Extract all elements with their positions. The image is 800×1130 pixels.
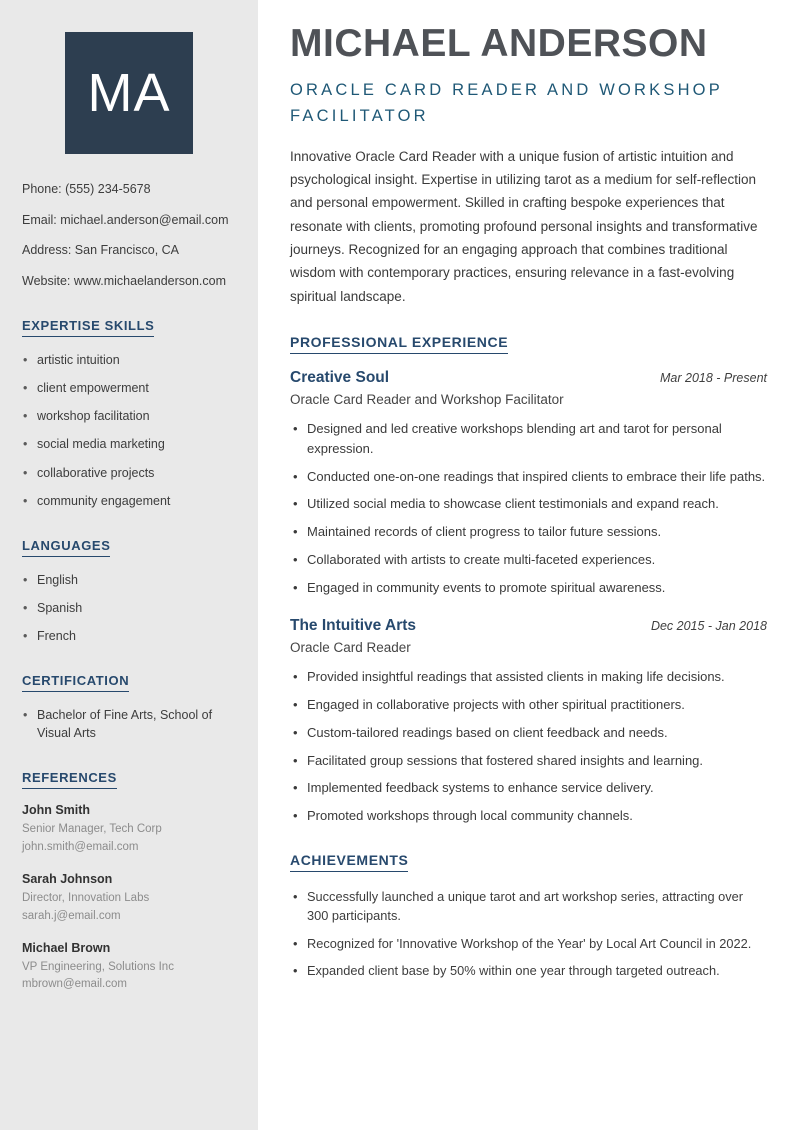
- contact-email: Email: michael.anderson@email.com: [22, 212, 229, 227]
- sidebar: [0, 0, 258, 1130]
- experience-section-heading: [290, 334, 767, 354]
- job-company: Creative Soul: [290, 369, 390, 387]
- candidate-name: MICHAEL ANDERSON: [290, 22, 708, 65]
- skills-list: [22, 351, 236, 510]
- skills-section-heading: [22, 318, 236, 337]
- summary-paragraph: Innovative Oracle Card Reader with a unique fusion of artistic intuition and psychological insight. Expertise in utilizing tarot as a medium for self-reflection and personal empowerment. Skilled in crafting bespoke experiences that resonate with clients, promoting profound personal insights and transformative journeys. Recognized for an engaging approach that combines traditional wisdom with contemporary practices, ensuring relevance in a fast-evolving spiritual landscape.: [290, 148, 758, 304]
- job-bullet-list: [290, 667, 767, 826]
- references-heading-text: REFERENCES: [22, 770, 117, 789]
- contact-address: Address: San Francisco, CA: [22, 243, 180, 257]
- experience-heading-text: PROFESSIONAL EXPERIENCE: [290, 334, 508, 354]
- job-role: Oracle Card Reader and Workshop Facilitator: [290, 392, 564, 408]
- job-header: [290, 369, 767, 387]
- languages-section-heading: [22, 538, 236, 557]
- job-dates: Dec 2015 - Jan 2018: [650, 619, 767, 634]
- skill-item: • social media marketing: [22, 435, 236, 453]
- job-role: Oracle Card Reader: [290, 640, 411, 656]
- reference-name: Sarah Johnson: [22, 872, 113, 886]
- reference-entry: [22, 872, 236, 926]
- monogram-badge: [65, 32, 193, 154]
- candidate-headline: ORACLE CARD READER AND WORKSHOP FACILITATOR: [290, 80, 723, 126]
- skill-item: • artistic intuition: [22, 351, 236, 369]
- reference-name: Michael Brown: [22, 940, 111, 955]
- skill-item: • collaborative projects: [22, 464, 236, 482]
- reference-entry: [22, 803, 236, 857]
- job-bullet: • Custom-tailored readings based on client feedback and needs.: [290, 723, 767, 743]
- certification-heading-text: CERTIFICATION: [22, 673, 129, 692]
- skill-item: • workshop facilitation: [22, 407, 236, 425]
- references-list: [22, 803, 236, 994]
- reference-role: Senior Manager, Tech Corp: [22, 823, 162, 836]
- reference-email: john.smith@email.com: [22, 841, 139, 854]
- reference-name: John Smith: [22, 803, 91, 818]
- certification-list: [22, 706, 236, 742]
- job-bullet-list: [290, 419, 767, 597]
- reference-email: sarah.j@email.com: [22, 909, 121, 922]
- achievement-item: • Successfully launched a unique tarot and art workshop series, attracting over 300 participants.: [290, 887, 767, 926]
- job-bullet: • Designed and led creative workshops blending art and tarot for personal expression.: [290, 419, 767, 459]
- certification-section-heading: [22, 673, 236, 692]
- achievement-item: • Expanded client base by 50% within one year through targeted outreach.: [290, 961, 767, 980]
- languages-list: [22, 571, 236, 645]
- job-bullet: • Maintained records of client progress to tailor future sessions.: [290, 522, 767, 542]
- job-bullet: • Engaged in collaborative projects with other spiritual practitioners.: [290, 695, 767, 715]
- skill-item: • client empowerment: [22, 379, 236, 397]
- certification-item: • Bachelor of Fine Arts, School of Visual Arts: [22, 706, 236, 742]
- reference-email: mbrown@email.com: [22, 978, 127, 991]
- job-entry: [290, 617, 767, 826]
- reference-entry: [22, 941, 236, 995]
- achievements-list: [290, 887, 767, 981]
- job-bullet: • Engaged in community events to promote spiritual awareness.: [290, 578, 767, 598]
- achievements-section-heading: [290, 852, 767, 872]
- skills-heading-text: EXPERTISE SKILLS: [22, 318, 154, 337]
- job-bullet: • Conducted one-on-one readings that inspired clients to embrace their life paths.: [290, 467, 767, 487]
- achievements-heading-text: ACHIEVEMENTS: [290, 852, 408, 872]
- language-item: • Spanish: [22, 599, 236, 617]
- reference-role: VP Engineering, Solutions Inc: [22, 960, 174, 973]
- job-bullet: • Promoted workshops through local community channels.: [290, 806, 767, 826]
- job-bullet: • Facilitated group sessions that fostered shared insights and learning.: [290, 751, 767, 771]
- job-dates: Mar 2018 - Present: [660, 371, 767, 386]
- job-bullet: • Provided insightful readings that assisted clients in making life decisions.: [290, 667, 767, 687]
- job-company: The Intuitive Arts: [290, 617, 417, 635]
- monogram-initials: MA: [87, 63, 171, 123]
- job-entry: [290, 369, 767, 597]
- job-header: [290, 617, 767, 635]
- contact-website: Website: www.michaelanderson.com: [22, 273, 227, 288]
- main-content: [258, 0, 800, 1130]
- job-bullet: • Collaborated with artists to create multi-faceted experiences.: [290, 550, 767, 570]
- job-bullet: • Implemented feedback systems to enhance service delivery.: [290, 778, 767, 798]
- reference-role: Director, Innovation Labs: [22, 892, 150, 904]
- references-section-heading: [22, 770, 236, 789]
- languages-heading-text: LANGUAGES: [22, 538, 110, 557]
- job-bullet: • Utilized social media to showcase client testimonials and expand reach.: [290, 494, 767, 514]
- language-item: • English: [22, 571, 236, 589]
- skill-item: • community engagement: [22, 492, 236, 510]
- language-item: • French: [22, 627, 236, 645]
- achievement-item: • Recognized for 'Innovative Workshop of the Year' by Local Art Council in 2022.: [290, 934, 767, 953]
- contact-info: [22, 181, 236, 290]
- contact-phone: Phone: (555) 234-5678: [22, 182, 151, 196]
